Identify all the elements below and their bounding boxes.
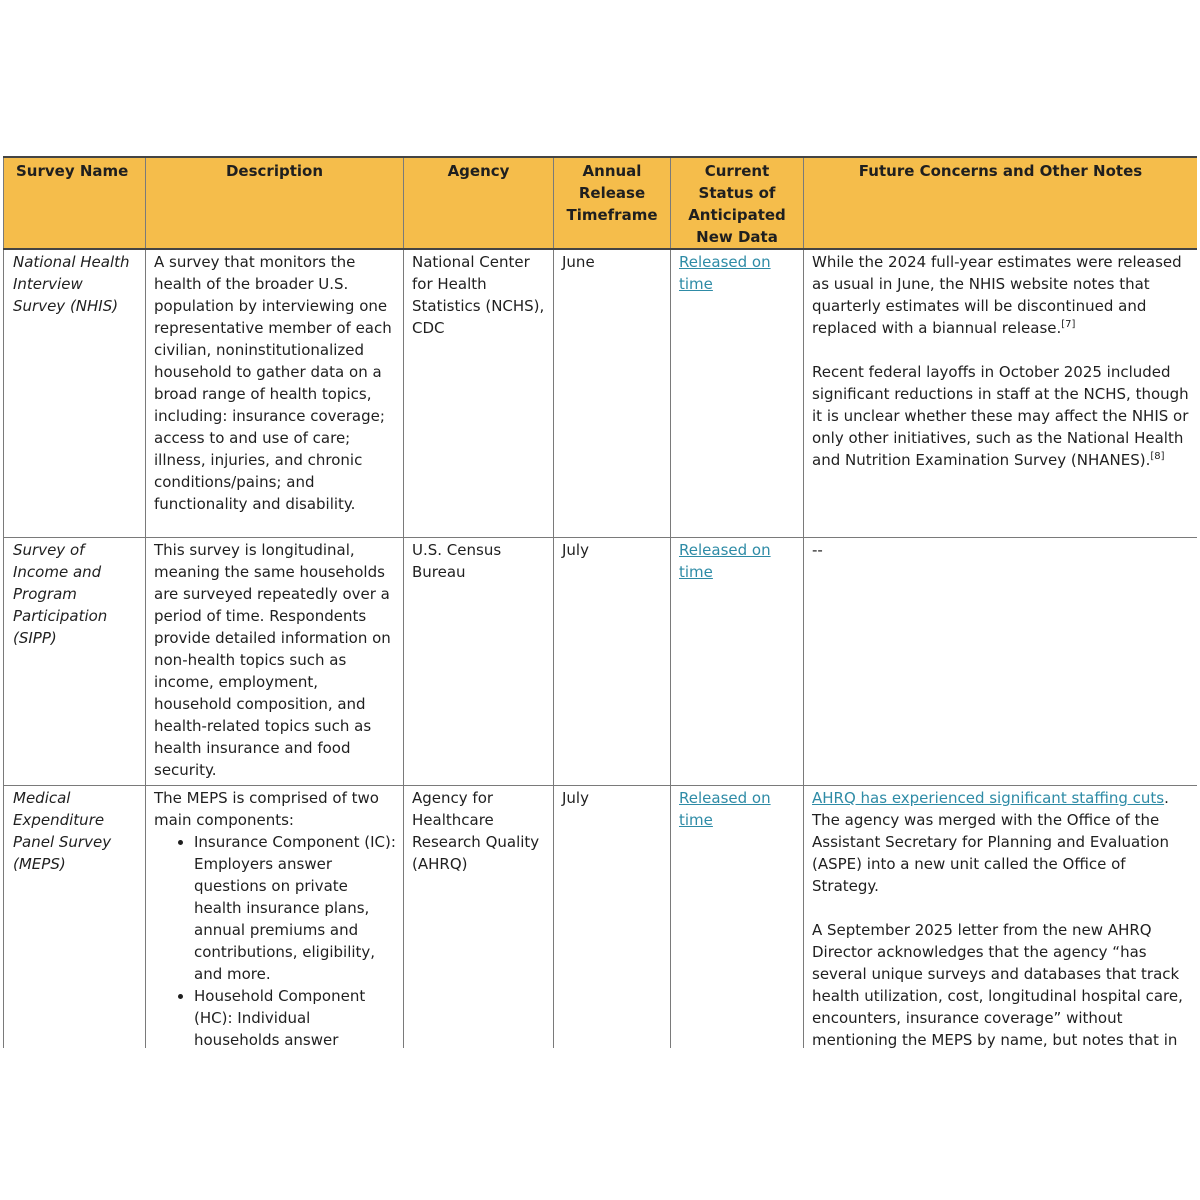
header-row — [4, 157, 1198, 249]
notes-text: Recent federal layoffs in October 2025 included significant reductions in staff at the NCHS, though it is unclear whether these may affect the NHIS or only other initiatives, such as the National Health and Nutrition Examination Survey (NHANES). — [812, 363, 1189, 469]
survey-table — [3, 156, 1197, 1048]
notes-paragraph — [812, 361, 1191, 471]
agency-cell: National Center for Health Statistics (NCHS), CDC — [404, 249, 554, 538]
footnote-ref[interactable]: [8] — [1150, 451, 1165, 462]
status-cell — [671, 786, 804, 1049]
header-notes: Future Concerns and Other Notes — [804, 157, 1198, 249]
status-link[interactable]: Released on time — [679, 541, 771, 581]
list-item: • Household Component (HC): Individual households answer — [194, 985, 397, 1048]
agency-cell: Agency for Healthcare Research Quality (AHRQ) — [404, 786, 554, 1049]
notes-text: . The agency was merged with the Office of the Assistant Secretary for Planning and Evaluation (ASPE) into a new unit called the Office of Strategy. — [812, 789, 1169, 895]
notes-paragraph — [812, 787, 1191, 897]
table-row — [4, 538, 1198, 786]
header-survey-name: Survey Name — [4, 157, 146, 249]
survey-name-cell: Survey of Income and Program Participation (SIPP) — [4, 538, 146, 786]
footnote-ref[interactable]: [7] — [1061, 319, 1076, 330]
status-cell — [671, 249, 804, 538]
description-cell — [146, 786, 404, 1049]
list-item: • Insurance Component (IC): Employers answer questions on private health insurance plans, annual premiums and contributions, eligibility, and more. — [194, 831, 397, 985]
header-description: Description — [146, 157, 404, 249]
component-list — [154, 831, 397, 1048]
timeframe-cell: June — [554, 249, 671, 538]
status-link[interactable]: Released on time — [679, 253, 771, 293]
timeframe-cell: July — [554, 538, 671, 786]
staffing-cuts-link[interactable]: AHRQ has experienced significant staffing cuts — [812, 789, 1165, 807]
status-cell — [671, 538, 804, 786]
timeframe-cell: July — [554, 786, 671, 1049]
notes-cell: -- — [804, 538, 1198, 786]
header-agency: Agency — [404, 157, 554, 249]
agency-cell: U.S. Census Bureau — [404, 538, 554, 786]
status-link[interactable]: Released on time — [679, 789, 771, 829]
header-status: Current Status of Anticipated New Data — [671, 157, 804, 249]
table-viewport — [3, 156, 1197, 1048]
table-row — [4, 786, 1198, 1049]
description-intro: The MEPS is comprised of two main components: — [154, 789, 379, 829]
description-cell: This survey is longitudinal, meaning the same households are surveyed repeatedly over a period of time. Respondents provide detailed information on non-health topics such as income, employment, household composition, and health-related topics such as health insurance and food security. — [146, 538, 404, 786]
notes-cell — [804, 786, 1198, 1049]
notes-paragraph — [812, 251, 1191, 339]
header-timeframe: Annual Release Timeframe — [554, 157, 671, 249]
notes-cell — [804, 249, 1198, 538]
notes-text: While the 2024 full-year estimates were released as usual in June, the NHIS website notes that quarterly estimates will be discontinued and replaced with a biannual release. — [812, 253, 1182, 337]
survey-name-cell: Medical Expenditure Panel Survey (MEPS) — [4, 786, 146, 1049]
notes-paragraph: A September 2025 letter from the new AHRQ Director acknowledges that the agency “has several unique surveys and databases that track health utilization, cost, longitudinal hospital care, encounters, insurance coverage” without mentioning the MEPS by name, but notes that in — [812, 921, 1183, 1048]
description-cell: A survey that monitors the health of the broader U.S. population by interviewing one representative member of each civilian, noninstitutionalized household to gather data on a broad range of health topics, including: insurance coverage; access to and use of care; illness, injuries, and chronic conditions/pains; and functionality and disability. — [146, 249, 404, 538]
table-row — [4, 249, 1198, 538]
survey-name-cell: National Health Interview Survey (NHIS) — [4, 249, 146, 538]
